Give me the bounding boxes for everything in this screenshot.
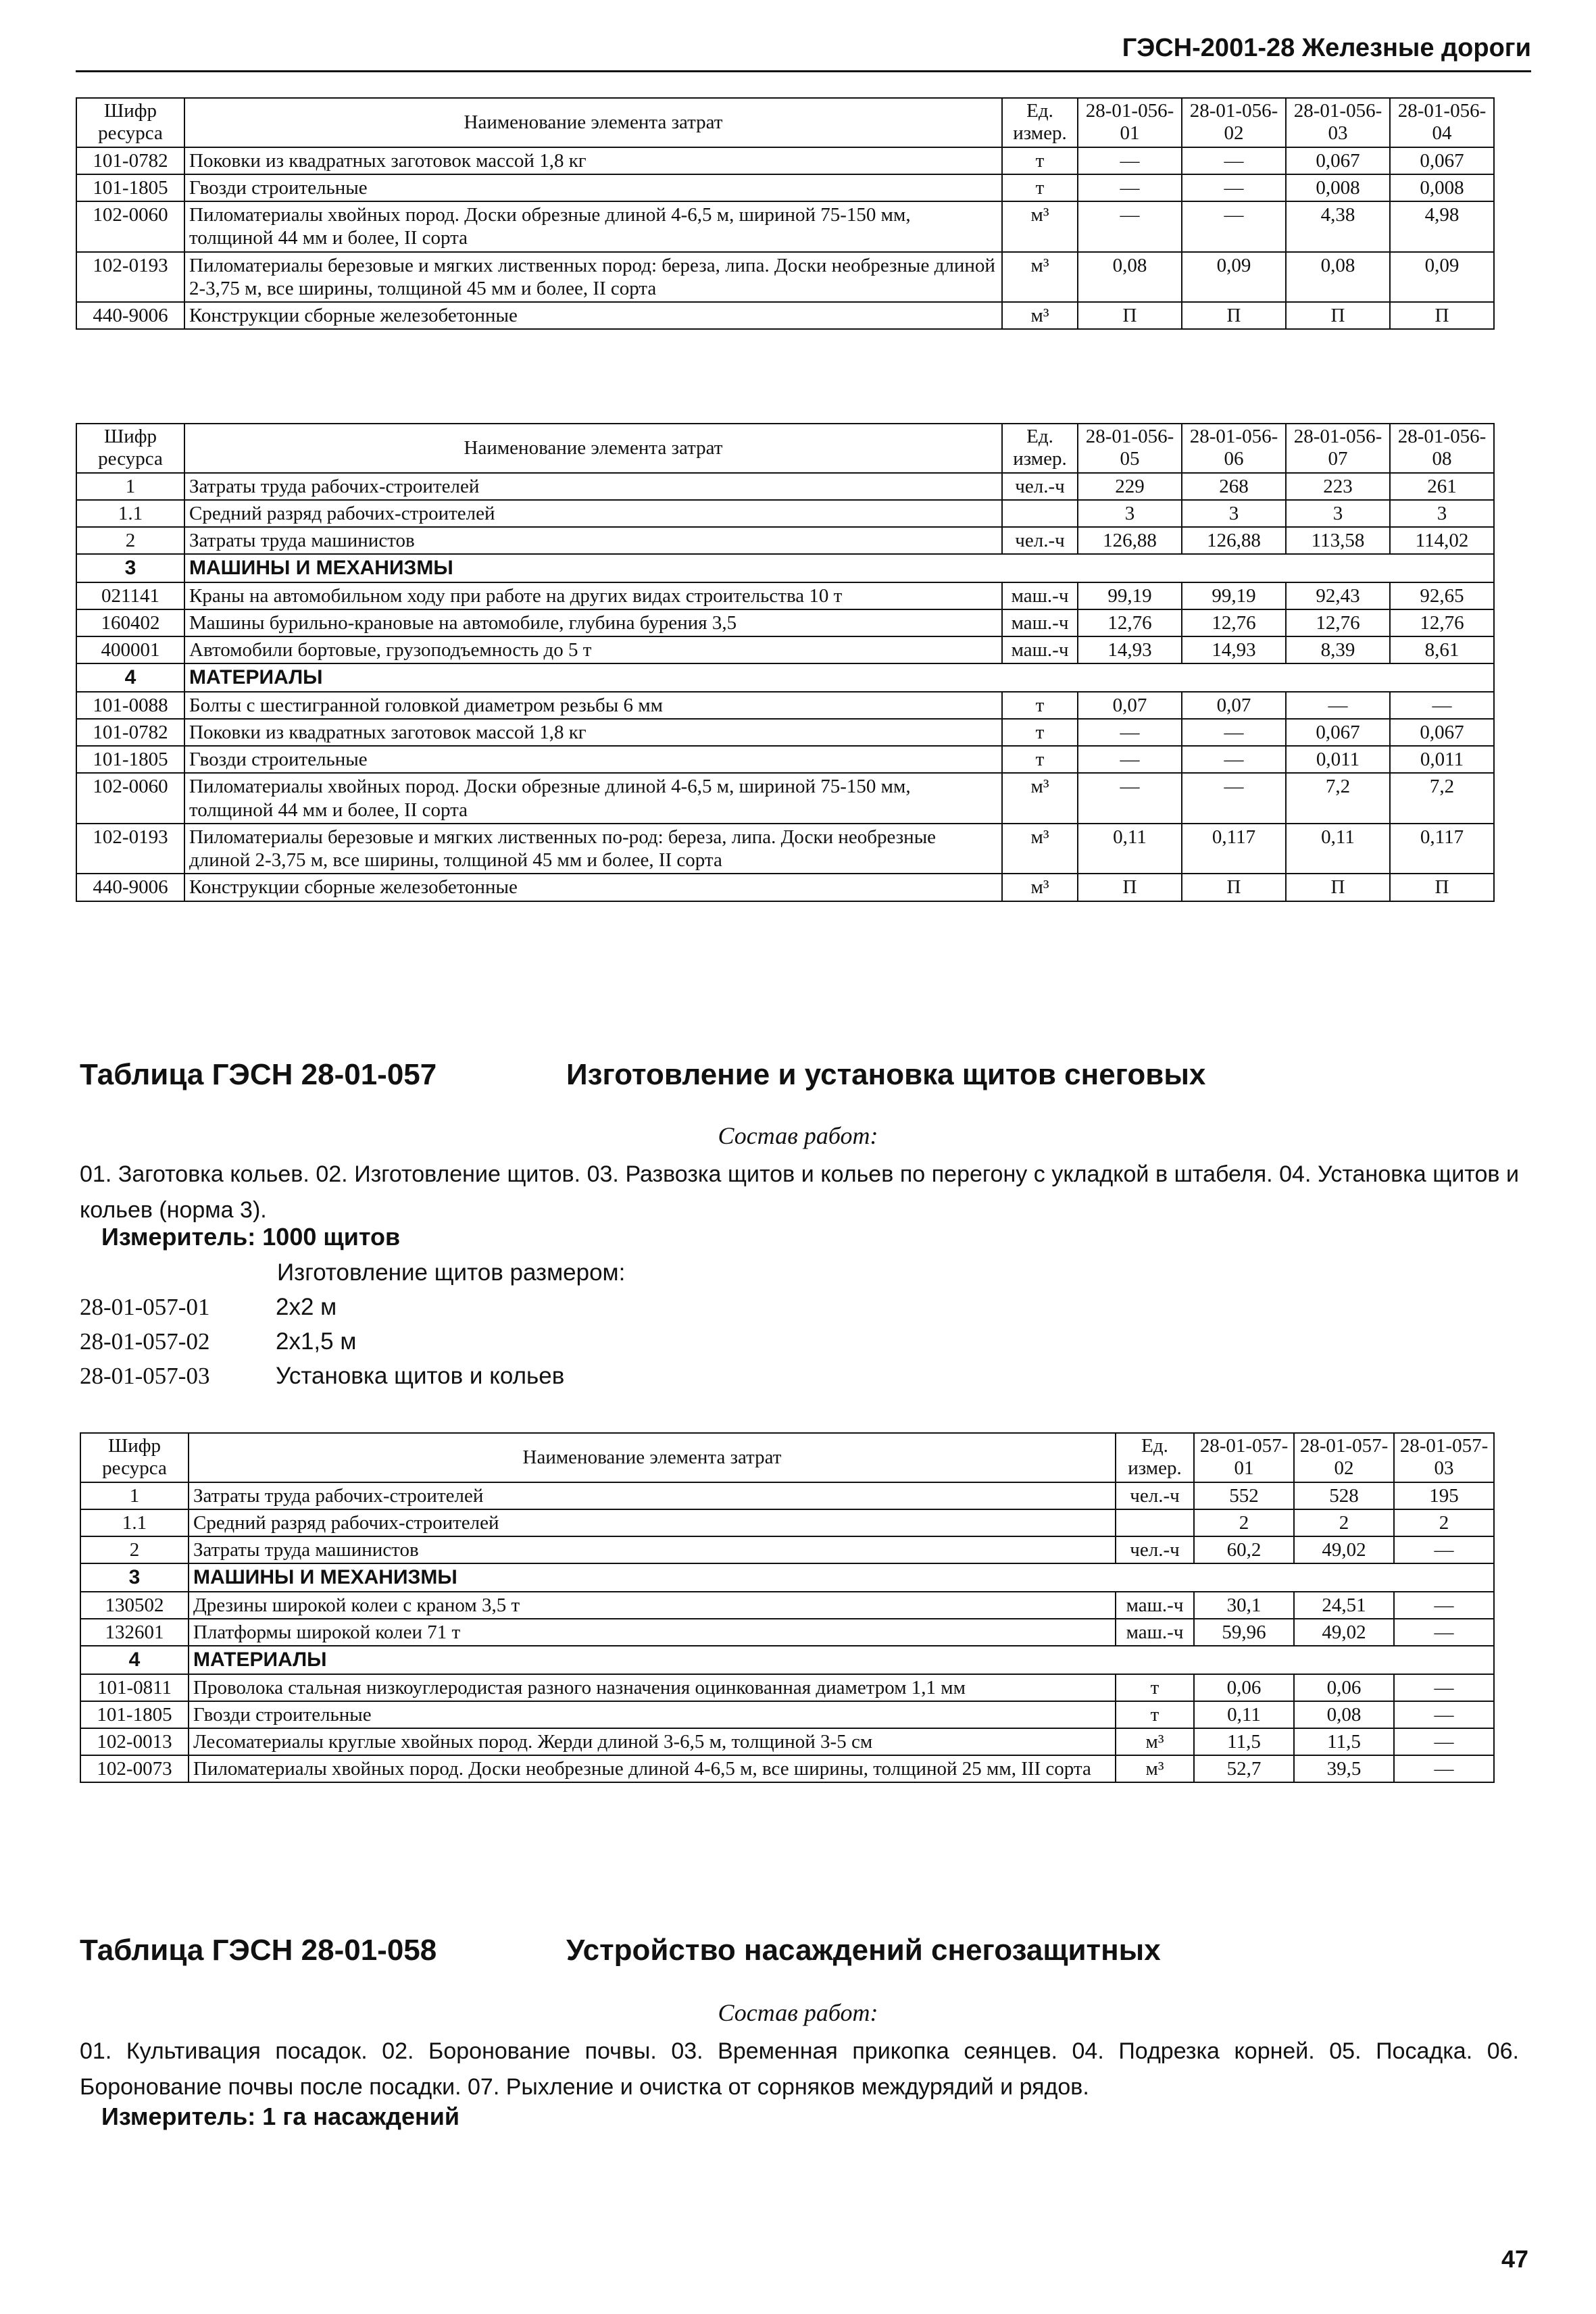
col-header-norm: 28-01-056-06 — [1182, 424, 1286, 473]
value-cell: 126,88 — [1182, 527, 1286, 554]
value-cell: — — [1182, 201, 1286, 251]
value-cell: — — [1286, 692, 1390, 719]
table-row — [76, 582, 1494, 609]
section-row — [80, 1646, 1494, 1674]
section-row — [80, 1563, 1494, 1591]
value-cell: 49,02 — [1294, 1619, 1394, 1646]
norm-code: 28-01-057-01 — [80, 1294, 210, 1320]
resource-code: 101-0811 — [80, 1674, 189, 1701]
table-row — [76, 874, 1494, 901]
resource-name: Гвозди строительные — [184, 746, 1002, 773]
value-cell: 528 — [1294, 1482, 1394, 1509]
norm-line — [80, 1294, 336, 1321]
resource-code: 101-0782 — [76, 719, 184, 746]
value-cell: 0,067 — [1286, 147, 1390, 174]
table-row — [76, 746, 1494, 773]
norm-text: 2х1,5 м — [276, 1328, 357, 1355]
composition-heading-058: Состав работ: — [718, 1999, 878, 2026]
resource-name: Поковки из квадратных заготовок массой 1,8 кг — [184, 147, 1002, 174]
value-cell: 92,43 — [1286, 582, 1390, 609]
table-row — [76, 302, 1494, 329]
resource-name: Затраты труда рабочих-строителей — [189, 1482, 1116, 1509]
composition-heading-057: Состав работ: — [718, 1122, 878, 1149]
value-cell: П — [1182, 302, 1286, 329]
value-cell: 114,02 — [1390, 527, 1494, 554]
resource-code: 132601 — [80, 1619, 189, 1646]
value-cell: 99,19 — [1078, 582, 1182, 609]
norms-subheading: Изготовление щитов размером: — [277, 1259, 626, 1286]
col-header-norm: 28-01-056-07 — [1286, 424, 1390, 473]
table-row — [76, 473, 1494, 500]
unit-cell: т — [1116, 1674, 1194, 1701]
table-row — [80, 1728, 1494, 1755]
table-row — [80, 1482, 1494, 1509]
value-cell: 3 — [1182, 500, 1286, 527]
col-header-norm: 28-01-057-03 — [1394, 1433, 1494, 1482]
value-cell: — — [1394, 1619, 1494, 1646]
value-cell: 12,76 — [1078, 609, 1182, 636]
unit-cell: м³ — [1002, 201, 1078, 251]
col-header-norm: 28-01-056-05 — [1078, 424, 1182, 473]
resource-code: 4 — [80, 1646, 189, 1674]
value-cell: 7,2 — [1286, 773, 1390, 823]
value-cell: 60,2 — [1194, 1536, 1294, 1563]
table-row — [80, 1592, 1494, 1619]
col-header-name: Наименование элемента затрат — [189, 1433, 1116, 1482]
unit-cell: т — [1002, 174, 1078, 201]
value-cell: 0,06 — [1194, 1674, 1294, 1701]
value-cell: 0,08 — [1286, 252, 1390, 302]
norm-line — [80, 1328, 356, 1355]
col-header-norm: 28-01-056-03 — [1286, 98, 1390, 147]
resource-table-056-01-04 — [76, 97, 1495, 330]
resource-code: 102-0060 — [76, 773, 184, 823]
unit-cell: м³ — [1116, 1755, 1194, 1782]
resource-code: 3 — [76, 554, 184, 582]
unit-cell: м³ — [1002, 824, 1078, 874]
resource-code: 4 — [76, 663, 184, 691]
resource-name: Краны на автомобильном ходу при работе на других видах строительства 10 т — [184, 582, 1002, 609]
resource-name: Пиломатериалы березовые и мягких лиственных по-род: береза, липа. Доски необрезные длиной 2-3,75 м, все ширины, толщиной 45 мм и более, II сорта — [184, 824, 1002, 874]
unit-cell: чел.-ч — [1116, 1482, 1194, 1509]
unit-cell: маш.-ч — [1002, 582, 1078, 609]
col-header-norm: 28-01-056-08 — [1390, 424, 1494, 473]
col-header-norm: 28-01-056-01 — [1078, 98, 1182, 147]
col-header-unit: Ед. измер. — [1002, 424, 1078, 473]
resource-code: 130502 — [80, 1592, 189, 1619]
unit-cell: м³ — [1002, 302, 1078, 329]
resource-code: 2 — [76, 527, 184, 554]
value-cell: 49,02 — [1294, 1536, 1394, 1563]
unit-cell: чел.-ч — [1116, 1536, 1194, 1563]
value-cell: 0,067 — [1390, 719, 1494, 746]
unit-cell: м³ — [1116, 1728, 1194, 1755]
value-cell: 0,09 — [1182, 252, 1286, 302]
value-cell: 8,61 — [1390, 636, 1494, 663]
value-cell: П — [1286, 874, 1390, 901]
value-cell: 0,11 — [1078, 824, 1182, 874]
value-cell: — — [1078, 147, 1182, 174]
value-cell: 59,96 — [1194, 1619, 1294, 1646]
value-cell: П — [1390, 302, 1494, 329]
value-cell: 0,07 — [1078, 692, 1182, 719]
resource-code: 1.1 — [76, 500, 184, 527]
table-row — [80, 1674, 1494, 1701]
value-cell: 0,011 — [1286, 746, 1390, 773]
value-cell: 0,08 — [1078, 252, 1182, 302]
value-cell: 99,19 — [1182, 582, 1286, 609]
resource-code: 1 — [80, 1482, 189, 1509]
unit-cell: маш.-ч — [1116, 1619, 1194, 1646]
value-cell: — — [1182, 746, 1286, 773]
value-cell: — — [1078, 746, 1182, 773]
value-cell: — — [1078, 201, 1182, 251]
value-cell: 3 — [1286, 500, 1390, 527]
resource-name: Болты с шестигранной головкой диаметром резьбы 6 мм — [184, 692, 1002, 719]
resource-code: 101-0782 — [76, 147, 184, 174]
resource-name: Конструкции сборные железобетонные — [184, 302, 1002, 329]
unit-cell: м³ — [1002, 874, 1078, 901]
value-cell: 126,88 — [1078, 527, 1182, 554]
section-row — [76, 554, 1494, 582]
value-cell: 0,07 — [1182, 692, 1286, 719]
resource-code: 101-1805 — [80, 1701, 189, 1728]
unit-cell — [1002, 500, 1078, 527]
value-cell: — — [1394, 1701, 1494, 1728]
table-label-058: Таблица ГЭСН 28-01-058 — [80, 1934, 437, 1967]
value-cell: 0,008 — [1390, 174, 1494, 201]
resource-code: 440-9006 — [76, 302, 184, 329]
value-cell: 11,5 — [1194, 1728, 1294, 1755]
value-cell: П — [1286, 302, 1390, 329]
value-cell: 0,067 — [1286, 719, 1390, 746]
unit-cell: т — [1002, 692, 1078, 719]
section-row — [76, 663, 1494, 691]
resource-name: Гвозди строительные — [189, 1701, 1116, 1728]
unit-cell — [1116, 1509, 1194, 1536]
value-cell: П — [1182, 874, 1286, 901]
value-cell: 12,76 — [1182, 609, 1286, 636]
header-rule — [76, 70, 1531, 72]
value-cell: 39,5 — [1294, 1755, 1394, 1782]
resource-code: 2 — [80, 1536, 189, 1563]
resource-name: Средний разряд рабочих-строителей — [184, 500, 1002, 527]
table-title-057: Изготовление и установка щитов снеговых — [566, 1058, 1206, 1091]
col-header-code: Шифр ресурса — [76, 424, 184, 473]
resource-table-057 — [80, 1432, 1495, 1783]
table-row — [76, 609, 1494, 636]
unit-cell: маш.-ч — [1002, 636, 1078, 663]
value-cell: — — [1394, 1755, 1494, 1782]
value-cell: — — [1182, 773, 1286, 823]
value-cell: — — [1394, 1592, 1494, 1619]
resource-code: 102-0060 — [76, 201, 184, 251]
works-list-058: 01. Культивация посадок. 02. Боронование почвы. 03. Временная прикопка сеянцев. 04. Подрезка корней. 05. Посадка. 06. Боронование почвы после посадки. 07. Рыхление и очистка от сорняков междурядий и рядов. — [80, 2038, 1519, 2100]
value-cell: — — [1078, 719, 1182, 746]
table-row — [76, 636, 1494, 663]
value-cell: 0,011 — [1390, 746, 1494, 773]
resource-name: Пиломатериалы березовые и мягких лиственных пород: береза, липа. Доски необрезные длиной 2-3,75 м, все ширины, толщиной 45 мм и более, II сорта — [184, 252, 1002, 302]
unit-cell: м³ — [1002, 252, 1078, 302]
value-cell: 14,93 — [1182, 636, 1286, 663]
value-cell: — — [1394, 1728, 1494, 1755]
value-cell: П — [1390, 874, 1494, 901]
value-cell: — — [1394, 1674, 1494, 1701]
value-cell: 4,98 — [1390, 201, 1494, 251]
resource-name: Пиломатериалы хвойных пород. Доски обрезные длиной 4-6,5 м, шириной 75-150 мм, толщиной 44 мм и более, II сорта — [184, 201, 1002, 251]
value-cell: 0,11 — [1194, 1701, 1294, 1728]
norm-text: 2х2 м — [276, 1294, 337, 1320]
value-cell: 14,93 — [1078, 636, 1182, 663]
value-cell: — — [1182, 719, 1286, 746]
norm-code: 28-01-057-03 — [80, 1363, 210, 1389]
value-cell: 2 — [1194, 1509, 1294, 1536]
col-header-name: Наименование элемента затрат — [184, 424, 1002, 473]
resource-name: Пиломатериалы хвойных пород. Доски обрезные длиной 4-6,5 м, шириной 75-150 мм, толщиной 44 мм и более, II сорта — [184, 773, 1002, 823]
table-label-057: Таблица ГЭСН 28-01-057 — [80, 1058, 437, 1091]
value-cell: 0,09 — [1390, 252, 1494, 302]
resource-name: Конструкции сборные железобетонные — [184, 874, 1002, 901]
resource-code: 102-0193 — [76, 252, 184, 302]
resource-code: 101-0088 — [76, 692, 184, 719]
resource-name: Дрезины широкой колеи с краном 3,5 т — [189, 1592, 1116, 1619]
unit-cell: чел.-ч — [1002, 473, 1078, 500]
table-row — [76, 174, 1494, 201]
value-cell: — — [1078, 773, 1182, 823]
value-cell: 12,76 — [1286, 609, 1390, 636]
col-header-norm: 28-01-057-02 — [1294, 1433, 1394, 1482]
resource-name: Гвозди строительные — [184, 174, 1002, 201]
table-row — [80, 1619, 1494, 1646]
meter-058: Измеритель: 1 га насаждений — [101, 2103, 459, 2130]
section-title-057 — [80, 1058, 1205, 1092]
resource-code: 021141 — [76, 582, 184, 609]
value-cell: 268 — [1182, 473, 1286, 500]
resource-name: Поковки из квадратных заготовок массой 1,8 кг — [184, 719, 1002, 746]
resource-code: 102-0193 — [76, 824, 184, 874]
resource-name: Машины бурильно-крановые на автомобиле, глубина бурения 3,5 — [184, 609, 1002, 636]
section-title: МАТЕРИАЛЫ — [184, 663, 1494, 691]
resource-name: Затраты труда рабочих-строителей — [184, 473, 1002, 500]
value-cell: 0,117 — [1182, 824, 1286, 874]
section-title-058 — [80, 1934, 1161, 1967]
col-header-unit: Ед. измер. — [1116, 1433, 1194, 1482]
table-row — [76, 824, 1494, 874]
resource-code: 101-1805 — [76, 746, 184, 773]
works-list-057: 01. Заготовка кольев. 02. Изготовление щитов. 03. Развозка щитов и кольев по перегону с укладкой в штабеля. 04. Установка щитов и кольев (норма 3). — [80, 1161, 1519, 1223]
resource-code: 101-1805 — [76, 174, 184, 201]
resource-code: 3 — [80, 1563, 189, 1591]
unit-cell: чел.-ч — [1002, 527, 1078, 554]
unit-cell: т — [1002, 719, 1078, 746]
section-title: МАШИНЫ И МЕХАНИЗМЫ — [189, 1563, 1494, 1591]
table-row — [80, 1536, 1494, 1563]
value-cell: 0,067 — [1390, 147, 1494, 174]
section-title: МАШИНЫ И МЕХАНИЗМЫ — [184, 554, 1494, 582]
table-row — [76, 692, 1494, 719]
col-header-code: Шифр ресурса — [80, 1433, 189, 1482]
table-row — [80, 1701, 1494, 1728]
unit-cell: м³ — [1002, 773, 1078, 823]
resource-code: 1.1 — [80, 1509, 189, 1536]
value-cell: 0,06 — [1294, 1674, 1394, 1701]
page-number: 47 — [1501, 2245, 1528, 2273]
resource-name: Проволока стальная низкоуглеродистая разного назначения оцинкованная диаметром 1,1 мм — [189, 1674, 1116, 1701]
value-cell: — — [1182, 174, 1286, 201]
resource-name: Лесоматериалы круглые хвойных пород. Жерди длиной 3-6,5 м, толщиной 3-5 см — [189, 1728, 1116, 1755]
col-header-unit: Ед. измер. — [1002, 98, 1078, 147]
table-row — [76, 773, 1494, 823]
table-row — [76, 147, 1494, 174]
section-title: МАТЕРИАЛЫ — [189, 1646, 1494, 1674]
table-row — [76, 201, 1494, 251]
value-cell: 52,7 — [1194, 1755, 1294, 1782]
value-cell: 0,008 — [1286, 174, 1390, 201]
value-cell: — — [1394, 1536, 1494, 1563]
value-cell: 3 — [1390, 500, 1494, 527]
norm-line — [80, 1363, 564, 1390]
col-header-name: Наименование элемента затрат — [184, 98, 1002, 147]
meter-057: Измеритель: 1000 щитов — [101, 1223, 401, 1251]
value-cell: 2 — [1394, 1509, 1494, 1536]
value-cell: 0,117 — [1390, 824, 1494, 874]
value-cell: 11,5 — [1294, 1728, 1394, 1755]
resource-name: Автомобили бортовые, грузоподъемность до 5 т — [184, 636, 1002, 663]
resource-name: Затраты труда машинистов — [189, 1536, 1116, 1563]
value-cell: 229 — [1078, 473, 1182, 500]
value-cell: 92,65 — [1390, 582, 1494, 609]
resource-code: 440-9006 — [76, 874, 184, 901]
unit-cell: маш.-ч — [1116, 1592, 1194, 1619]
value-cell: 24,51 — [1294, 1592, 1394, 1619]
value-cell: 223 — [1286, 473, 1390, 500]
table-row — [76, 527, 1494, 554]
value-cell: 2 — [1294, 1509, 1394, 1536]
table-title-058: Устройство насаждений снегозащитных — [566, 1934, 1161, 1967]
resource-name: Средний разряд рабочих-строителей — [189, 1509, 1116, 1536]
value-cell: — — [1078, 174, 1182, 201]
resource-name: Платформы широкой колеи 71 т — [189, 1619, 1116, 1646]
table-row — [76, 719, 1494, 746]
value-cell: 7,2 — [1390, 773, 1494, 823]
value-cell: — — [1182, 147, 1286, 174]
value-cell: 195 — [1394, 1482, 1494, 1509]
value-cell: П — [1078, 874, 1182, 901]
col-header-code: Шифр ресурса — [76, 98, 184, 147]
value-cell: 4,38 — [1286, 201, 1390, 251]
resource-code: 160402 — [76, 609, 184, 636]
resource-code: 102-0073 — [80, 1755, 189, 1782]
resource-name: Пиломатериалы хвойных пород. Доски необрезные длиной 4-6,5 м, все ширины, толщиной 25 мм, III сорта — [189, 1755, 1116, 1782]
norm-text: Установка щитов и кольев — [276, 1363, 565, 1389]
value-cell: 0,11 — [1286, 824, 1390, 874]
resource-code: 400001 — [76, 636, 184, 663]
table-row — [76, 500, 1494, 527]
value-cell: 261 — [1390, 473, 1494, 500]
value-cell: 0,08 — [1294, 1701, 1394, 1728]
value-cell: 30,1 — [1194, 1592, 1294, 1619]
unit-cell: т — [1002, 746, 1078, 773]
col-header-norm: 28-01-056-02 — [1182, 98, 1286, 147]
value-cell: П — [1078, 302, 1182, 329]
unit-cell: т — [1002, 147, 1078, 174]
value-cell: 3 — [1078, 500, 1182, 527]
resource-table-056-05-08 — [76, 423, 1495, 902]
resource-name: Затраты труда машинистов — [184, 527, 1002, 554]
col-header-norm: 28-01-056-04 — [1390, 98, 1494, 147]
value-cell: 8,39 — [1286, 636, 1390, 663]
norm-code: 28-01-057-02 — [80, 1328, 210, 1355]
page-header-title: ГЭСН-2001-28 Железные дороги — [1122, 34, 1531, 62]
table-row — [80, 1755, 1494, 1782]
table-row — [76, 252, 1494, 302]
unit-cell: маш.-ч — [1002, 609, 1078, 636]
value-cell: 12,76 — [1390, 609, 1494, 636]
table-row — [80, 1509, 1494, 1536]
value-cell: 113,58 — [1286, 527, 1390, 554]
value-cell: — — [1390, 692, 1494, 719]
unit-cell: т — [1116, 1701, 1194, 1728]
resource-code: 102-0013 — [80, 1728, 189, 1755]
col-header-norm: 28-01-057-01 — [1194, 1433, 1294, 1482]
resource-code: 1 — [76, 473, 184, 500]
value-cell: 552 — [1194, 1482, 1294, 1509]
